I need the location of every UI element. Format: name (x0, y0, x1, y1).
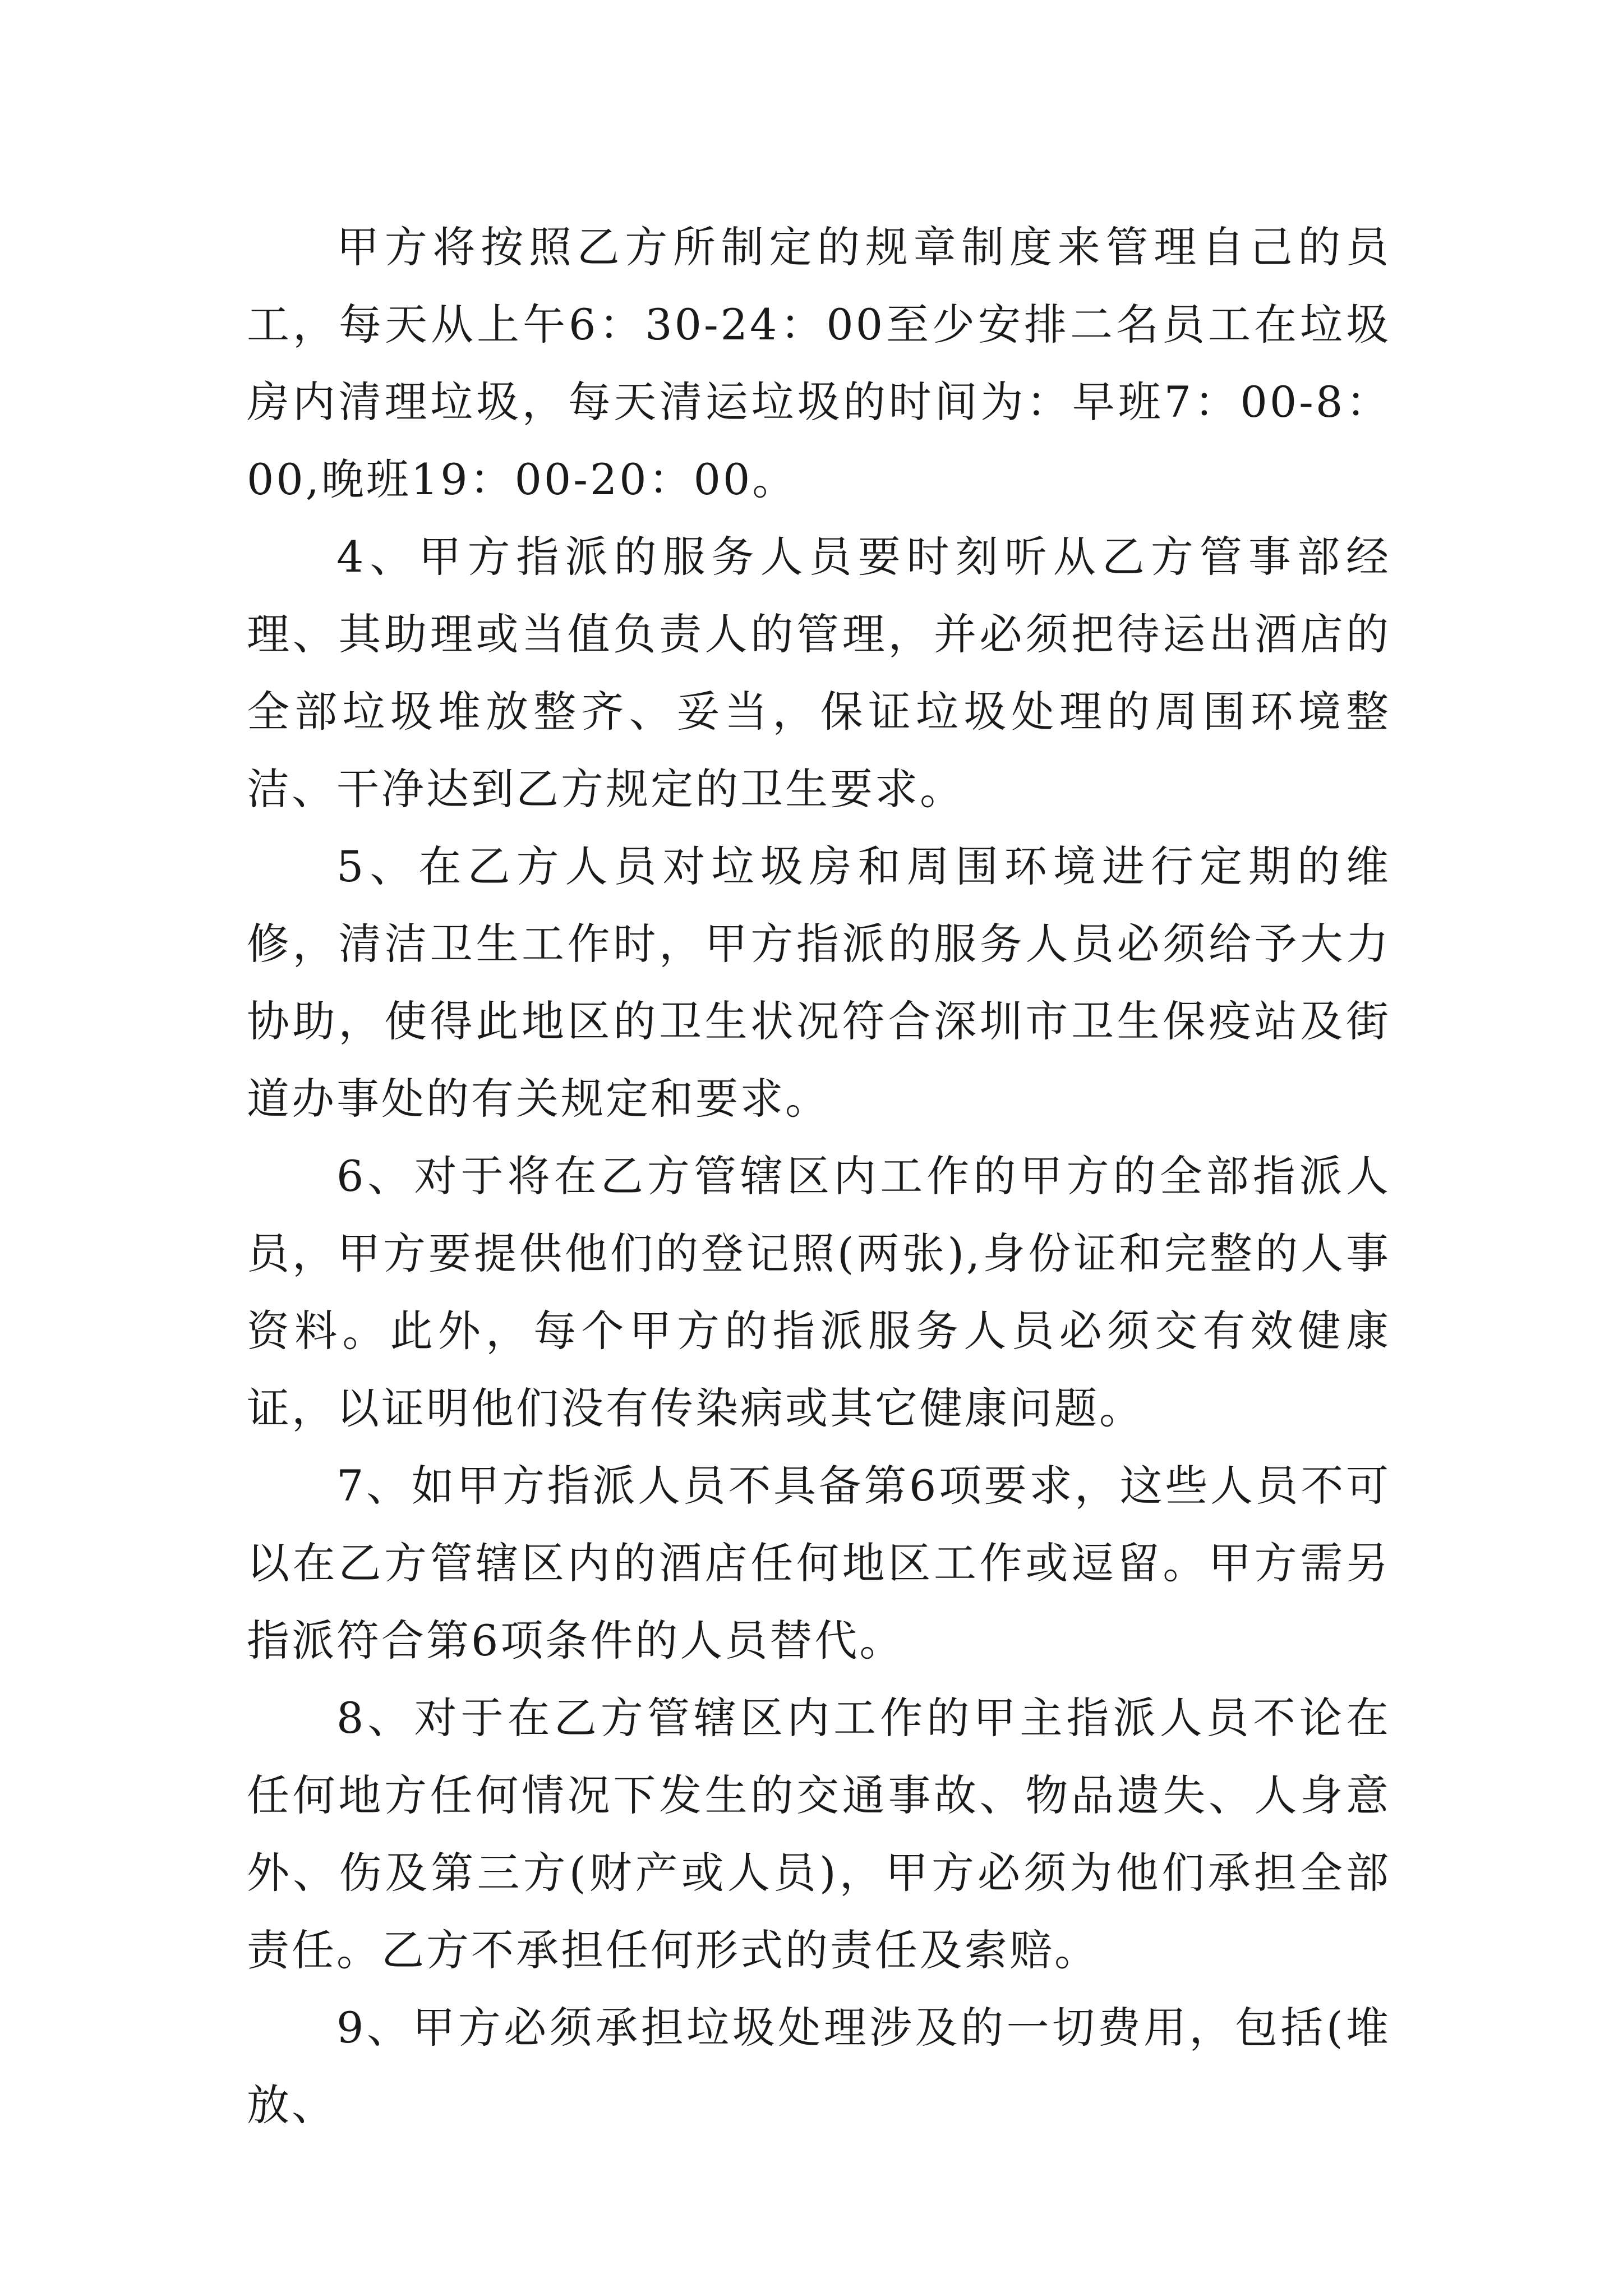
paragraph-item-4: 4、甲方指派的服务人员要时刻听从乙方管事部经理、其助理或当值负责人的管理，并必须把待运出酒店的全部垃圾堆放整齐、妥当，保证垃圾处理的周围环境整洁、干净达到乙方规定的卫生要求。 (247, 532, 1391, 814)
paragraph-item-6: 6、对于将在乙方管辖区内工作的甲方的全部指派人员，甲方要提供他们的登记照(两张),身份证和完整的人事资料。此外，每个甲方的指派服务人员必须交有效健康证，以证明他们没有传染病或其它健康问题。 (247, 1151, 1391, 1433)
paragraph-item-5: 5、在乙方人员对垃圾房和周围环境进行定期的维修，清洁卫生工作时，甲方指派的服务人员必须给予大力协助，使得此地区的卫生状况符合深圳市卫生保疫站及街道办事处的有关规定和要求。 (247, 841, 1391, 1124)
paragraph-item-8: 8、对于在乙方管辖区内工作的甲主指派人员不论在任何地方任何情况下发生的交通事故、物品遗失、人身意外、伤及第三方(财产或人员)，甲方必须为他们承担全部责任。乙方不承担任何形式的责任及索赔。 (247, 1693, 1391, 1975)
document-body (247, 209, 1391, 2144)
paragraph-item-9: 9、甲方必须承担垃圾处理涉及的一切费用，包括(堆放、 (247, 2003, 1391, 2130)
paragraph-item-7: 7、如甲方指派人员不具备第6项要求，这些人员不可以在乙方管辖区内的酒店任何地区工作或逗留。甲方需另指派符合第6项条件的人员替代。 (247, 1461, 1391, 1665)
paragraph-staff-management: 甲方将按照乙方所制定的规章制度来管理自己的员工，每天从上午6：30-24：00至少安排二名员工在垃圾房内清理垃圾，每天清运垃圾的时间为：早班7：00-8：00,晚班19：00-20：00。 (247, 222, 1391, 504)
